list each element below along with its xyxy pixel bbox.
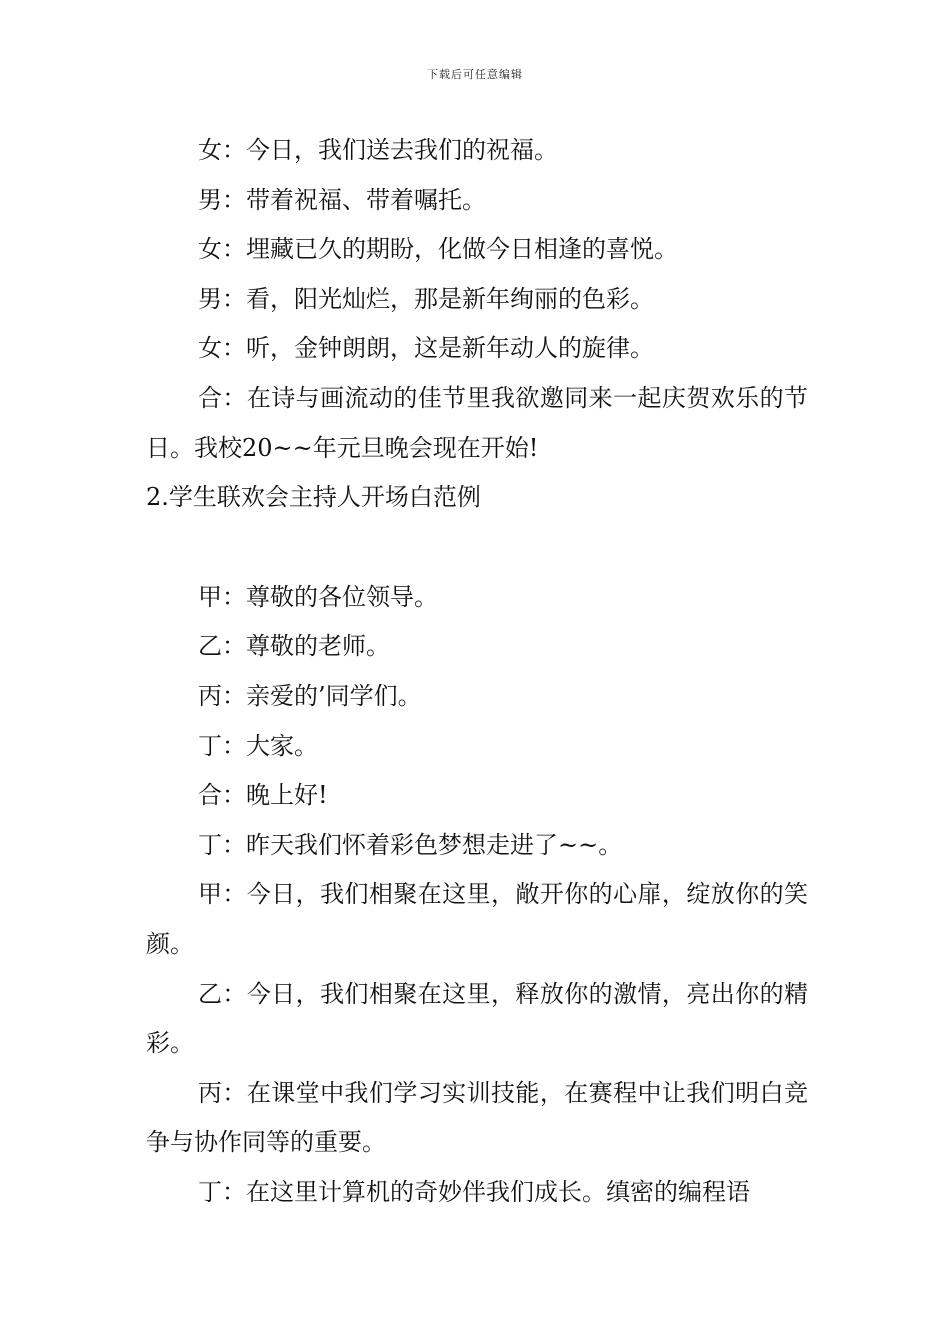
dialogue-line: 丙：亲爱的’同学们。 [198, 681, 422, 710]
document-body [146, 126, 808, 1217]
dialogue-line: 女：埋藏已久的期盼，化做今日相逢的喜悦。 [198, 235, 678, 264]
dialogue-line: 丙：在课堂中我们学习实训技能，在赛程中让我们明白竞争与协作同等的重要。 [146, 1078, 808, 1157]
dialogue-line: 丁：在这里计算机的奇妙伴我们成长。缜密的编程语 [198, 1177, 750, 1206]
dialogue-line: 女：今日，我们送去我们的祝福。 [198, 136, 558, 164]
dialogue-line: 乙：尊敬的老师。 [198, 632, 390, 661]
dialogue-line: 男：带着祝福、带着嘱托。 [198, 185, 486, 214]
dialogue-line: 甲：尊敬的各位领导。 [198, 582, 438, 611]
section-heading: 2.学生联欢会主持人开场白范例 [146, 483, 481, 512]
dialogue-line: 甲：今日，我们相聚在这里，敞开你的心扉，绽放你的笑颜。 [146, 880, 808, 958]
dialogue-line: 丁：大家。 [198, 731, 318, 760]
dialogue-line: 合：在诗与画流动的佳节里我欲邀同来一起庆贺欢乐的节日。我校20~~年元旦晚会现在开始! [146, 383, 808, 462]
page-header: 下载后可任意编辑 [427, 68, 523, 81]
dialogue-line: 丁：昨天我们怀着彩色梦想走进了~~。 [198, 830, 623, 859]
dialogue-line: 合：晚上好! [198, 781, 328, 810]
dialogue-line: 女：听，金钟朗朗，这是新年动人的旋律。 [198, 334, 654, 363]
dialogue-line: 乙：今日，我们相聚在这里，释放你的激情，亮出你的精彩。 [146, 979, 808, 1058]
spacer [146, 523, 808, 573]
dialogue-line: 男：看，阳光灿烂，那是新年绚丽的色彩。 [198, 284, 654, 313]
